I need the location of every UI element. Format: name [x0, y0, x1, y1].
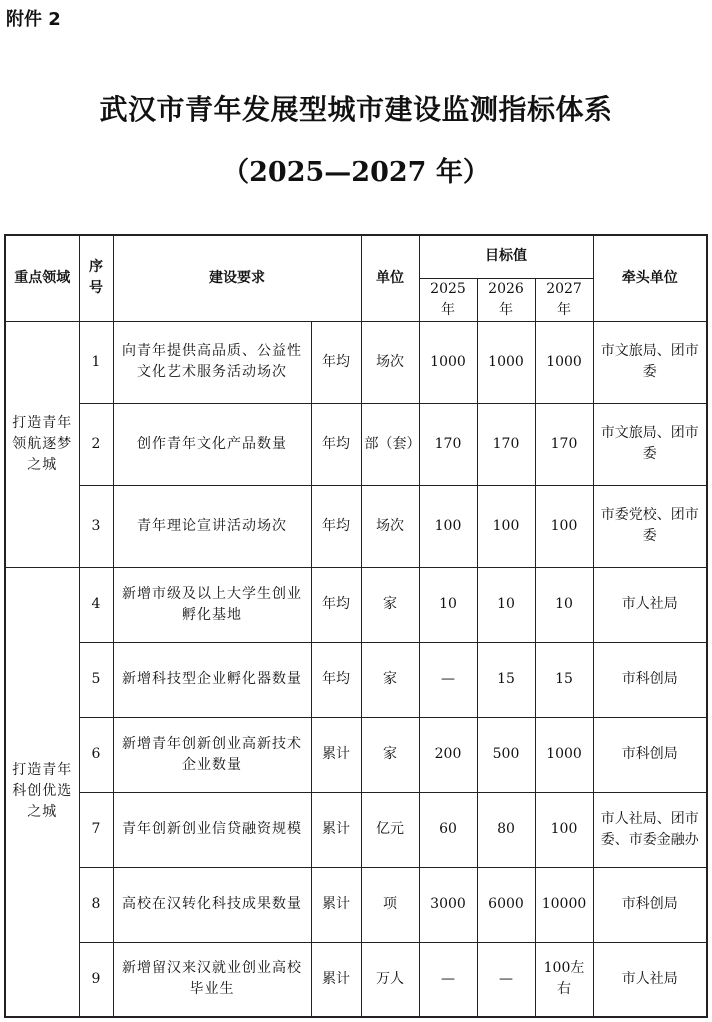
seq-cell: 9	[79, 942, 113, 1017]
value-2027-cell: 1000	[535, 321, 593, 403]
header-target: 目标值	[419, 235, 593, 278]
lead-cell: 市人社局、团市委、市委金融办	[593, 792, 707, 867]
table-row	[5, 792, 707, 867]
attachment-label: 附件 2	[6, 9, 61, 30]
value-2025-cell: —	[419, 942, 477, 1017]
type-cell: 累计	[311, 792, 361, 867]
lead-cell: 市委党校、团市委	[593, 485, 707, 567]
value-2027-cell: 1000	[535, 717, 593, 792]
value-2026-cell: 100	[477, 485, 535, 567]
unit-cell: 亿元	[361, 792, 419, 867]
value-2026-cell: 80	[477, 792, 535, 867]
table-row	[5, 642, 707, 717]
unit-cell: 项	[361, 867, 419, 942]
value-2025-cell: 200	[419, 717, 477, 792]
type-cell: 累计	[311, 867, 361, 942]
seq-cell: 7	[79, 792, 113, 867]
lead-cell: 市文旅局、团市委	[593, 321, 707, 403]
requirement-cell: 新增青年创新创业高新技术企业数量	[113, 717, 311, 792]
value-2027-cell: 100	[535, 792, 593, 867]
header-year-2026: 2026 年	[477, 278, 535, 321]
requirement-cell: 创作青年文化产品数量	[113, 403, 311, 485]
document-title: 武汉市青年发展型城市建设监测指标体系	[99, 93, 613, 126]
header-lead: 牵头单位	[593, 235, 707, 321]
header-year-2025: 2025 年	[419, 278, 477, 321]
value-2027-cell: 170	[535, 403, 593, 485]
type-cell: 累计	[311, 942, 361, 1017]
header-requirement: 建设要求	[113, 235, 361, 321]
table-row	[5, 867, 707, 942]
lead-cell: 市人社局	[593, 567, 707, 642]
unit-cell: 家	[361, 567, 419, 642]
unit-cell: 家	[361, 642, 419, 717]
requirement-cell: 高校在汉转化科技成果数量	[113, 867, 311, 942]
type-cell: 年均	[311, 567, 361, 642]
lead-cell: 市科创局	[593, 642, 707, 717]
value-2025-cell: 10	[419, 567, 477, 642]
requirement-cell: 青年理论宣讲活动场次	[113, 485, 311, 567]
table-row	[5, 485, 707, 567]
requirement-cell: 新增市级及以上大学生创业孵化基地	[113, 567, 311, 642]
header-year-2027: 2027 年	[535, 278, 593, 321]
value-2025-cell: 170	[419, 403, 477, 485]
seq-cell: 6	[79, 717, 113, 792]
value-2026-cell: 500	[477, 717, 535, 792]
header-seq: 序号	[79, 235, 113, 321]
value-2026-cell: —	[477, 942, 535, 1017]
document-subtitle: （2025—2027 年）	[222, 157, 490, 188]
lead-cell: 市科创局	[593, 867, 707, 942]
seq-cell: 5	[79, 642, 113, 717]
requirement-cell: 向青年提供高品质、公益性文化艺术服务活动场次	[113, 321, 311, 403]
value-2025-cell: 100	[419, 485, 477, 567]
value-2027-cell: 10	[535, 567, 593, 642]
value-2025-cell: 60	[419, 792, 477, 867]
value-2025-cell: 1000	[419, 321, 477, 403]
seq-cell: 8	[79, 867, 113, 942]
value-2025-cell: 3000	[419, 867, 477, 942]
seq-cell: 2	[79, 403, 113, 485]
requirement-cell: 新增科技型企业孵化器数量	[113, 642, 311, 717]
table-row	[5, 403, 707, 485]
value-2026-cell: 6000	[477, 867, 535, 942]
value-2026-cell: 170	[477, 403, 535, 485]
value-2026-cell: 1000	[477, 321, 535, 403]
indicator-table	[4, 234, 708, 1018]
table-row	[5, 942, 707, 1017]
type-cell: 年均	[311, 403, 361, 485]
header-row-top	[5, 235, 707, 278]
table-row	[5, 567, 707, 642]
table-row	[5, 717, 707, 792]
unit-cell: 场次	[361, 485, 419, 567]
type-cell: 年均	[311, 642, 361, 717]
domain-cell: 打造青年领航逐梦之城	[5, 321, 79, 567]
lead-cell: 市人社局	[593, 942, 707, 1017]
unit-cell: 家	[361, 717, 419, 792]
seq-cell: 3	[79, 485, 113, 567]
lead-cell: 市科创局	[593, 717, 707, 792]
type-cell: 累计	[311, 717, 361, 792]
value-2026-cell: 10	[477, 567, 535, 642]
requirement-cell: 新增留汉来汉就业创业高校毕业生	[113, 942, 311, 1017]
lead-cell: 市文旅局、团市委	[593, 403, 707, 485]
table-row	[5, 321, 707, 403]
value-2027-cell: 100左右	[535, 942, 593, 1017]
value-2026-cell: 15	[477, 642, 535, 717]
header-domain: 重点领域	[5, 235, 79, 321]
requirement-cell: 青年创新创业信贷融资规模	[113, 792, 311, 867]
type-cell: 年均	[311, 485, 361, 567]
seq-cell: 4	[79, 567, 113, 642]
unit-cell: 万人	[361, 942, 419, 1017]
domain-cell: 打造青年科创优选之城	[5, 567, 79, 1017]
unit-cell: 部（套）	[361, 403, 419, 485]
value-2027-cell: 100	[535, 485, 593, 567]
value-2025-cell: —	[419, 642, 477, 717]
type-cell: 年均	[311, 321, 361, 403]
value-2027-cell: 10000	[535, 867, 593, 942]
seq-cell: 1	[79, 321, 113, 403]
unit-cell: 场次	[361, 321, 419, 403]
header-unit: 单位	[361, 235, 419, 321]
value-2027-cell: 15	[535, 642, 593, 717]
